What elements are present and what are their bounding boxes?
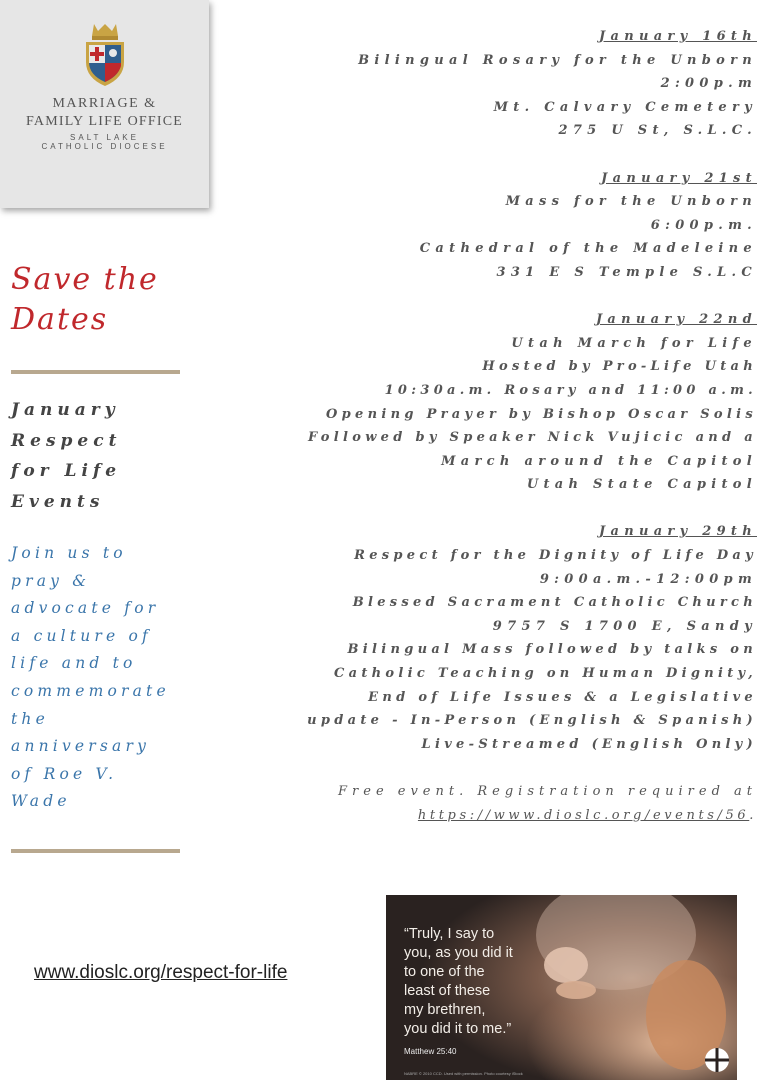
invitation-line: a culture of: [11, 626, 152, 645]
event-line: 275 U St, S.L.C.: [558, 123, 757, 139]
event-jan-21: [217, 167, 757, 285]
logo-title-line1: MARRIAGE &: [52, 96, 157, 111]
diocese-crest-icon: [80, 22, 130, 88]
events-list: [217, 25, 757, 827]
event-line: Cathedral of the Madeleine: [419, 241, 757, 257]
divider-top: [11, 370, 180, 374]
invitation-line: anniversary: [11, 737, 151, 756]
logo-subtitle-line1: SALT LAKE: [70, 133, 139, 142]
quote-citation: Matthew 25:40: [404, 1047, 457, 1056]
invitation-line: life and to: [11, 654, 137, 673]
photo-credit: NABRE © 2010 CCD. Used with permission. Photo courtesy iStock: [404, 1071, 523, 1076]
event-date: January 16th: [599, 29, 757, 44]
invitation-line: pray &: [11, 571, 91, 590]
event-line: update - In-Person (English & Spanish): [307, 713, 757, 729]
save-heading-line2: Dates: [11, 302, 109, 337]
logo-title-line2: FAMILY LIFE OFFICE: [25, 114, 184, 129]
event-date: January 29th: [599, 524, 757, 540]
event-line: 2:00p.m: [660, 76, 757, 92]
event-line: Respect for the Dignity of Life Day: [354, 548, 757, 564]
registration-link[interactable]: https://www.dioslc.org/events/56: [417, 807, 750, 823]
scripture-quote: [404, 925, 513, 1039]
event-line: Opening Prayer by Bishop Oscar Solis: [326, 406, 757, 422]
event-line: Utah March for Life: [511, 335, 757, 351]
invitation-line: the: [11, 709, 49, 728]
event-line: Bilingual Mass followed by talks on: [347, 642, 757, 658]
invitation-line: Wade: [11, 792, 71, 811]
subtitle-line: January: [11, 400, 120, 420]
quote-line: “Truly, I say to: [404, 926, 495, 942]
invitation-line: commemorate: [11, 681, 170, 700]
event-line: Mass for the Unborn: [505, 194, 757, 210]
save-the-dates-heading: [11, 260, 211, 340]
event-line: Bilingual Rosary for the Unborn: [358, 52, 757, 68]
event-line: 331 E S Temple S.L.C: [496, 264, 757, 280]
quote-line: to one of the: [404, 964, 485, 980]
event-jan-29: [217, 520, 757, 756]
respect-for-life-subtitle: [11, 395, 211, 517]
event-line: Utah State Capitol: [526, 477, 757, 493]
quote-line: my brethren,: [404, 1002, 486, 1018]
event-line: Blessed Sacrament Catholic Church: [352, 595, 757, 611]
office-logo: [0, 0, 209, 208]
subtitle-line: for Life: [11, 461, 122, 481]
event-line: Live-Streamed (English Only): [421, 736, 757, 752]
event-line: 6:00p.m.: [650, 217, 757, 233]
event-date: January 22nd: [595, 312, 757, 328]
subtitle-line: Events: [11, 491, 105, 512]
invitation-text: [11, 540, 211, 816]
respect-for-life-link[interactable]: www.dioslc.org/respect-for-life: [34, 962, 288, 983]
quote-line: you, as you did it: [404, 945, 513, 961]
invitation-line: of Roe V.: [11, 764, 118, 783]
event-jan-22: [217, 308, 757, 497]
event-line: 9757 S 1700 E, Sandy: [492, 618, 757, 634]
logo-subtitle-line2: CATHOLIC DIOCESE: [41, 142, 168, 151]
quote-line: you did it to me.”: [404, 1021, 512, 1037]
event-line: Catholic Teaching on Human Dignity,: [333, 666, 757, 682]
registration-note: Free event. Registration required at: [338, 784, 757, 799]
event-date: January 21st: [601, 170, 757, 186]
divider-bottom: [11, 849, 180, 853]
event-line: 10:30a.m. Rosary and 11:00 a.m.: [384, 382, 757, 398]
scripture-quote-image: [386, 895, 737, 1080]
event-line: 9:00a.m.-12:00pm: [539, 571, 757, 587]
invitation-line: advocate for: [11, 599, 160, 618]
event-line: Hosted by Pro-Life Utah: [482, 359, 757, 375]
event-jan-16: [217, 25, 757, 143]
registration-link-row: [217, 804, 757, 828]
save-heading-line1: Save the: [11, 262, 159, 297]
event-line: Followed by Speaker Nick Vujicic and a: [307, 430, 757, 446]
quote-line: least of these: [404, 983, 491, 999]
event-line: March around the Capitol: [441, 453, 757, 469]
event-line: Mt. Calvary Cemetery: [493, 99, 757, 115]
invitation-line: Join us to: [11, 544, 127, 562]
usccb-cross-icon: [704, 1047, 730, 1073]
registration-period: .: [749, 807, 757, 823]
subtitle-line: Respect: [11, 430, 122, 451]
event-line: End of Life Issues & a Legislative: [368, 689, 757, 705]
